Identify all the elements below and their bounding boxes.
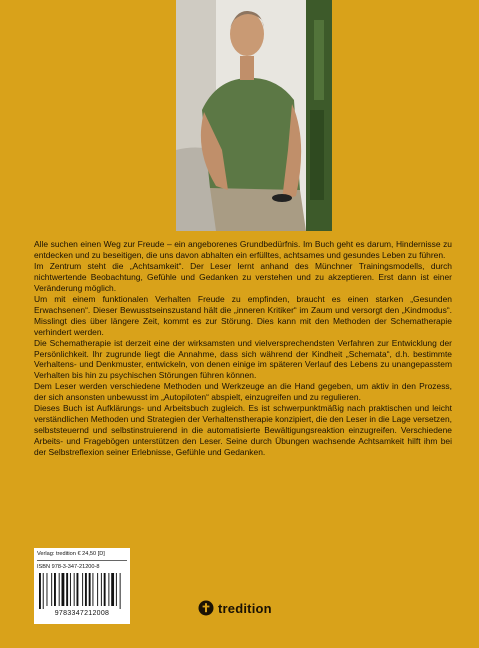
blurb-paragraph: Um mit einem funktionalen Verhalten Freude zu empfinden, braucht es einen starken „Gesunden Erwachsenen“. Dieser Bewusstseinszustand hält die „inneren Kritiker“ im Zaum und versorgt den „Kindmodus“. Misslingt dies über längere Zeit, kommt es zur Störung. Dies kann mit den Methoden der Schematherapie verhindert werden. [34, 293, 452, 337]
publisher-price-line [37, 551, 127, 558]
blurb-paragraph: Dem Leser werden verschiedene Methoden und Werkzeuge an die Hand gegeben, um aktiv in den Prozess, der sich ansonsten unbewusst im „Autopiloten“ abspielt, einzugreifen und zu regulieren. [34, 381, 452, 403]
author-photo [176, 0, 332, 231]
blurb-paragraph: Alle suchen einen Weg zur Freude – ein angeborenes Grundbedürfnis. Im Buch geht es darum, Hindernisse zu entdecken und zu beseitigen, die uns davon abhalten ein erfülltes, achtsames und gesundes Leben zu führen. [34, 239, 452, 260]
blurb-paragraph: Im Zentrum steht die „Achtsamkeit“. Der Leser lernt anhand des Münchner Trainingsmodells, durch nichtwertende Beobachtung, Gefühle und Gedanken zu verstehen und zu akzeptieren. Erst dann ist einer Veränderung möglich. [34, 260, 452, 293]
barcode-divider [37, 560, 127, 561]
barcode-icon [37, 573, 127, 609]
publisher-line: Verlag: tredition [37, 551, 76, 557]
publisher-name: tredition [218, 600, 272, 616]
publisher-logo [198, 599, 272, 617]
blurb-paragraph: Die Schematherapie ist derzeit eine der wirksamsten und vielversprechendsten Verfahren zur Entwicklung der Persönlichkeit. Ihr zugrunde liegt die Annahme, dass sich während der Kindheit „Schemata“, d.h. bestimmte Verhaltens- und Denkmuster, entwickeln, von denen einige im späteren Verlauf des Lebens zu unangepasstem Verhalten bis hin zu psychischen Störungen führen können. [34, 337, 452, 381]
price-label: € 24,50 [D] [77, 551, 105, 557]
blurb-paragraph: Dieses Buch ist Aufklärungs- und Arbeitsbuch zugleich. Es ist schwerpunktmäßig nach praktischen und leicht verständlichen Methoden und Strategien der Verhaltenstherapie konzipiert, die den Leser in die Lage versetzen, selbststeuernd und selbstinstruierend in die automatisierte Bewältigungsreaktion einzugreifen. Verschiedene Arbeits- und Fragebögen unterstützen den Leser. Seine durch Übungen wachsende Achtsamkeit hilft ihm bei der Selbstreflexion seiner Erlebnisse, Gefühle und Gedanken. [34, 403, 452, 458]
author-photo-illustration [176, 0, 332, 231]
back-cover-blurb [34, 239, 452, 458]
barcode-box [34, 548, 130, 624]
ean-number: 9783347212008 [54, 610, 110, 617]
isbn-label: ISBN 978-3-347-21200-8 [37, 564, 100, 570]
tredition-logo-icon [198, 600, 214, 616]
